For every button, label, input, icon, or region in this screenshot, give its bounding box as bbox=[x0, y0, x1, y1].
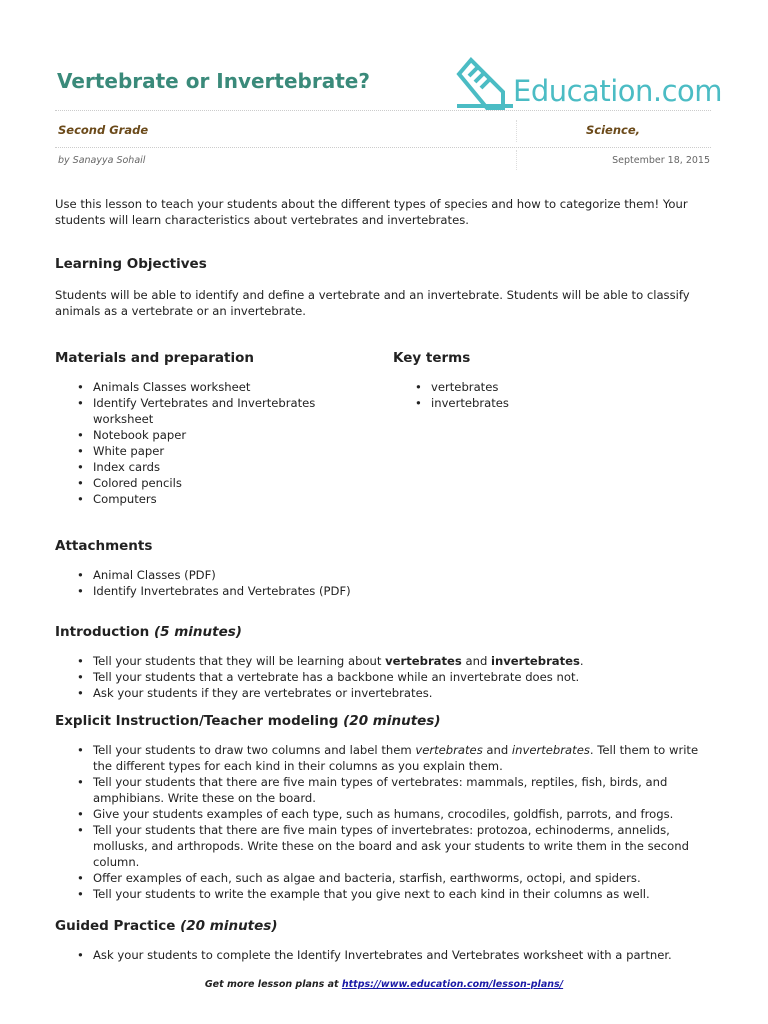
list-item: • Notebook paper bbox=[77, 427, 337, 443]
list-item: • Ask your students if they are vertebrates or invertebrates. bbox=[77, 685, 715, 701]
list-item: • Tell your students to write the example that you give next to each kind in their columns as well. bbox=[77, 886, 707, 902]
list-item: • Animals Classes worksheet bbox=[77, 379, 337, 395]
list-item: • Colored pencils bbox=[77, 475, 337, 491]
list-item: • Tell your students that they will be learning about vertebrates and invertebrates. bbox=[77, 653, 715, 669]
list-item: • Computers bbox=[77, 491, 337, 507]
list-item: • Offer examples of each, such as algae and bacteria, starfish, earthworms, octopi, and spiders. bbox=[77, 870, 707, 886]
lesson-plans-link[interactable]: https://www.education.com/lesson-plans/ bbox=[341, 979, 564, 990]
subject-label: Science, bbox=[585, 123, 640, 137]
introduction-section bbox=[55, 623, 715, 701]
heading-text: Introduction bbox=[55, 624, 150, 640]
divider bbox=[516, 150, 517, 170]
key-terms-section bbox=[393, 349, 693, 411]
intro-paragraph: Use this lesson to teach your students about the different types of species and how to categorize them! Your students will learn characteristics about vertebrates and invertebrates. bbox=[55, 197, 688, 227]
page-title: Vertebrate or Invertebrate? bbox=[57, 69, 370, 93]
list-item: • Index cards bbox=[77, 459, 337, 475]
logo-text: Education.com bbox=[513, 74, 723, 108]
list-item: • Identify Vertebrates and Invertebrates worksheet bbox=[77, 395, 337, 427]
section-heading bbox=[55, 712, 715, 730]
divider bbox=[55, 110, 711, 111]
list-item: • invertebrates bbox=[415, 395, 693, 411]
footer-text: Get more lesson plans at bbox=[204, 979, 342, 990]
divider bbox=[516, 120, 517, 142]
list-item: • White paper bbox=[77, 443, 337, 459]
section-heading bbox=[55, 623, 715, 641]
duration: (20 minutes) bbox=[180, 918, 278, 934]
section-heading: Key terms bbox=[393, 350, 471, 366]
list-item: • Tell your students that there are five main types of invertebrates: protozoa, echinoderms, annelids, mollusks, and arthropods. Write these on the board and ask your students to write them in the second column. bbox=[77, 822, 707, 870]
section-heading: Learning Objectives bbox=[55, 256, 207, 272]
objectives-text: Students will be able to identify and define a vertebrate and an invertebrate. Students will be able to classify animals as a vertebrate or an invertebrate. bbox=[55, 288, 690, 318]
section-heading bbox=[55, 917, 715, 935]
heading-text: Explicit Instruction/Teacher modeling bbox=[55, 713, 339, 729]
guided-section bbox=[55, 917, 715, 963]
attachments-section bbox=[55, 537, 715, 599]
list-item: • Tell your students to draw two columns and label them vertebrates and invertebrates. Tell them to write the different types for each kind in their columns as you explain them. bbox=[77, 742, 707, 774]
objectives-section bbox=[55, 255, 715, 319]
list-item: • Give your students examples of each type, such as humans, crocodiles, goldfish, parrots, and frogs. bbox=[77, 806, 707, 822]
list-item: • vertebrates bbox=[415, 379, 693, 395]
explicit-section bbox=[55, 712, 715, 902]
grade-label: Second Grade bbox=[58, 123, 149, 137]
duration: (5 minutes) bbox=[153, 624, 242, 640]
divider bbox=[55, 147, 711, 148]
list-item: • Ask your students to complete the Identify Invertebrates and Vertebrates worksheet with a partner. bbox=[77, 947, 715, 963]
list-item: • Tell your students that a vertebrate has a backbone while an invertebrate does not. bbox=[77, 669, 715, 685]
footer bbox=[0, 979, 768, 990]
author: by Sanayya Sohail bbox=[58, 155, 146, 166]
attachment-link[interactable]: • Identify Invertebrates and Vertebrates (PDF) bbox=[77, 583, 715, 599]
pencil-logo-icon bbox=[455, 56, 515, 112]
education-logo[interactable] bbox=[455, 56, 723, 112]
duration: (20 minutes) bbox=[343, 713, 441, 729]
date: September 18, 2015 bbox=[612, 155, 710, 166]
section-heading: Materials and preparation bbox=[55, 350, 254, 366]
section-heading: Attachments bbox=[55, 538, 153, 554]
materials-section bbox=[55, 349, 355, 507]
attachment-link[interactable]: • Animal Classes (PDF) bbox=[77, 567, 715, 583]
list-item: • Tell your students that there are five main types of vertebrates: mammals, reptiles, fish, birds, and amphibians. Write these on the board. bbox=[77, 774, 707, 806]
heading-text: Guided Practice bbox=[55, 918, 176, 934]
